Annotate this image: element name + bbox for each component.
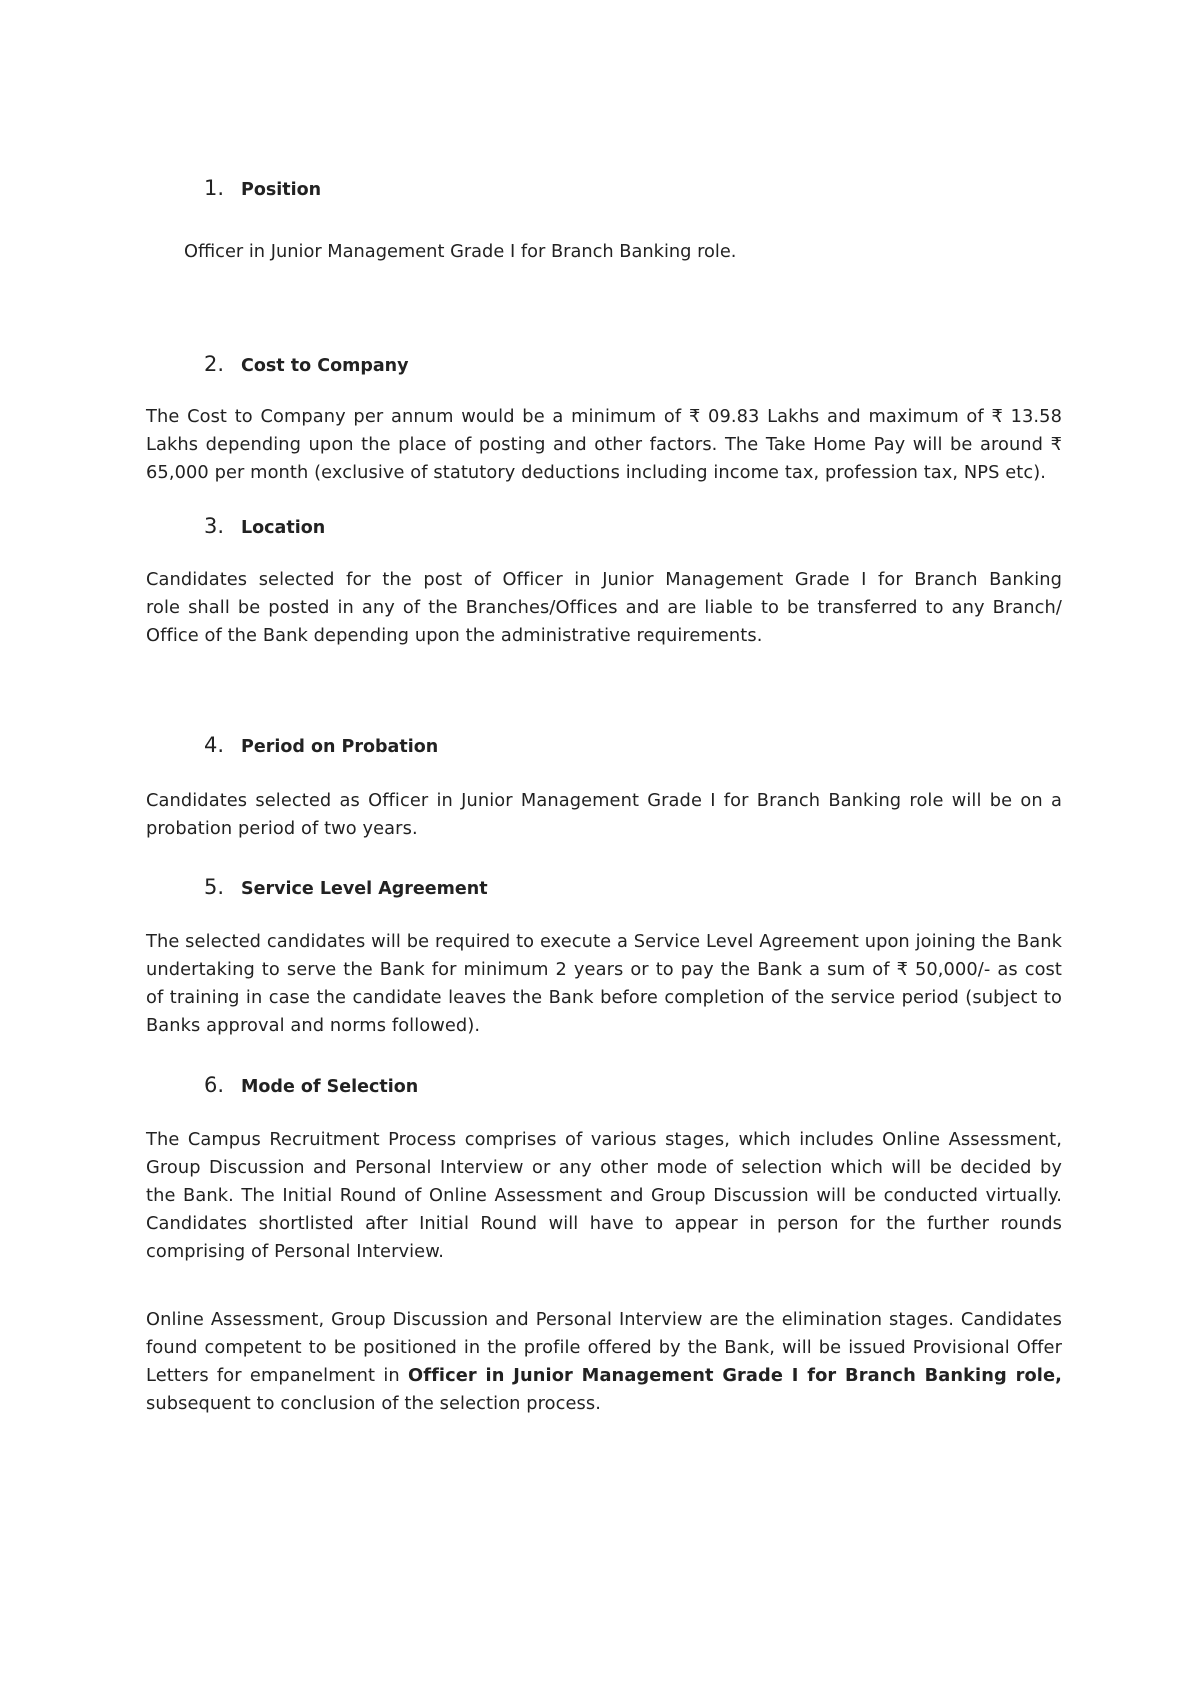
section-number: 4. [204, 733, 225, 757]
paragraph-line: found competent to be positioned in the profile offered by the Bank, will be issued Provisional Offer [146, 1337, 1062, 1358]
cost-to-company-paragraph [146, 403, 1062, 487]
paragraph-line: the Bank. The Initial Round of Online Assessment and Group Discussion will be conducted virtually. [146, 1185, 1062, 1206]
paragraph-line: The Cost to Company per annum would be a minimum of ₹ 09.83 Lakhs and maximum of ₹ 13.58 [146, 406, 1062, 427]
section-heading-probation [204, 733, 438, 765]
paragraph-line: undertaking to serve the Bank for minimum 2 years or to pay the Bank a sum of ₹ 50,000/- as cost [146, 959, 1062, 980]
section-number: 1. [204, 176, 225, 200]
paragraph-line: Candidates selected for the post of Officer in Junior Management Grade I for Branch Banking [146, 569, 1062, 590]
location-paragraph [146, 566, 1062, 650]
section-title: Location [241, 518, 326, 538]
paragraph-line: comprising of Personal Interview. [146, 1241, 444, 1262]
paragraph-line: Group Discussion and Personal Interview or any other mode of selection which will be decided by [146, 1157, 1062, 1178]
section-title: Mode of Selection [241, 1077, 419, 1097]
section-number: 5. [204, 875, 225, 899]
empanelment-prefix: Letters for empanelment in [146, 1365, 409, 1386]
section-title: Service Level Agreement [241, 879, 488, 899]
paragraph-line: Office of the Bank depending upon the administrative requirements. [146, 625, 763, 646]
section-heading-cost-to-company [204, 352, 409, 384]
section-number: 3. [204, 514, 225, 538]
section-heading-service-level-agreement [204, 875, 488, 907]
section-title: Period on Probation [241, 737, 439, 757]
paragraph-line: Lakhs depending upon the place of posting and other factors. The Take Home Pay will be around ₹ [146, 434, 1062, 455]
section-heading-location [204, 514, 325, 546]
service-level-agreement-paragraph [146, 928, 1062, 1040]
paragraph-line: Online Assessment, Group Discussion and Personal Interview are the elimination stages. Candidates [146, 1309, 1062, 1330]
section-number: 2. [204, 352, 225, 376]
paragraph-line: role shall be posted in any of the Branches/Offices and are liable to be transferred to any Branch/ [146, 597, 1062, 618]
position-text: Officer in Junior Management Grade I for Branch Banking role. [184, 241, 737, 262]
paragraph-line: subsequent to conclusion of the selection process. [146, 1393, 602, 1414]
section-heading-position [204, 176, 321, 208]
role-name-bold: Officer in Junior Management Grade I for Branch Banking role, [408, 1365, 1062, 1386]
section-title: Position [241, 180, 322, 200]
paragraph-line: Candidates selected as Officer in Junior Management Grade I for Branch Banking role will be on a [146, 790, 1062, 811]
section-title: Cost to Company [241, 356, 409, 376]
section-number: 6. [204, 1073, 225, 1097]
paragraph-line: probation period of two years. [146, 818, 418, 839]
paragraph-line: 65,000 per month (exclusive of statutory deductions including income tax, profession tax, NPS etc). [146, 462, 1047, 483]
paragraph-line-mixed [146, 1362, 1062, 1390]
paragraph-line: Banks approval and norms followed). [146, 1015, 481, 1036]
mode-of-selection-paragraph [146, 1126, 1062, 1266]
elimination-stages-paragraph [146, 1306, 1062, 1418]
probation-paragraph [146, 787, 1062, 843]
paragraph-line: of training in case the candidate leaves the Bank before completion of the service period (subject to [146, 987, 1062, 1008]
paragraph-line: The selected candidates will be required to execute a Service Level Agreement upon joining the Bank [146, 931, 1062, 952]
paragraph-line: Candidates shortlisted after Initial Round will have to appear in person for the further rounds [146, 1213, 1062, 1234]
section-heading-mode-of-selection [204, 1073, 418, 1105]
paragraph-line: The Campus Recruitment Process comprises of various stages, which includes Online Assessment, [146, 1129, 1062, 1150]
